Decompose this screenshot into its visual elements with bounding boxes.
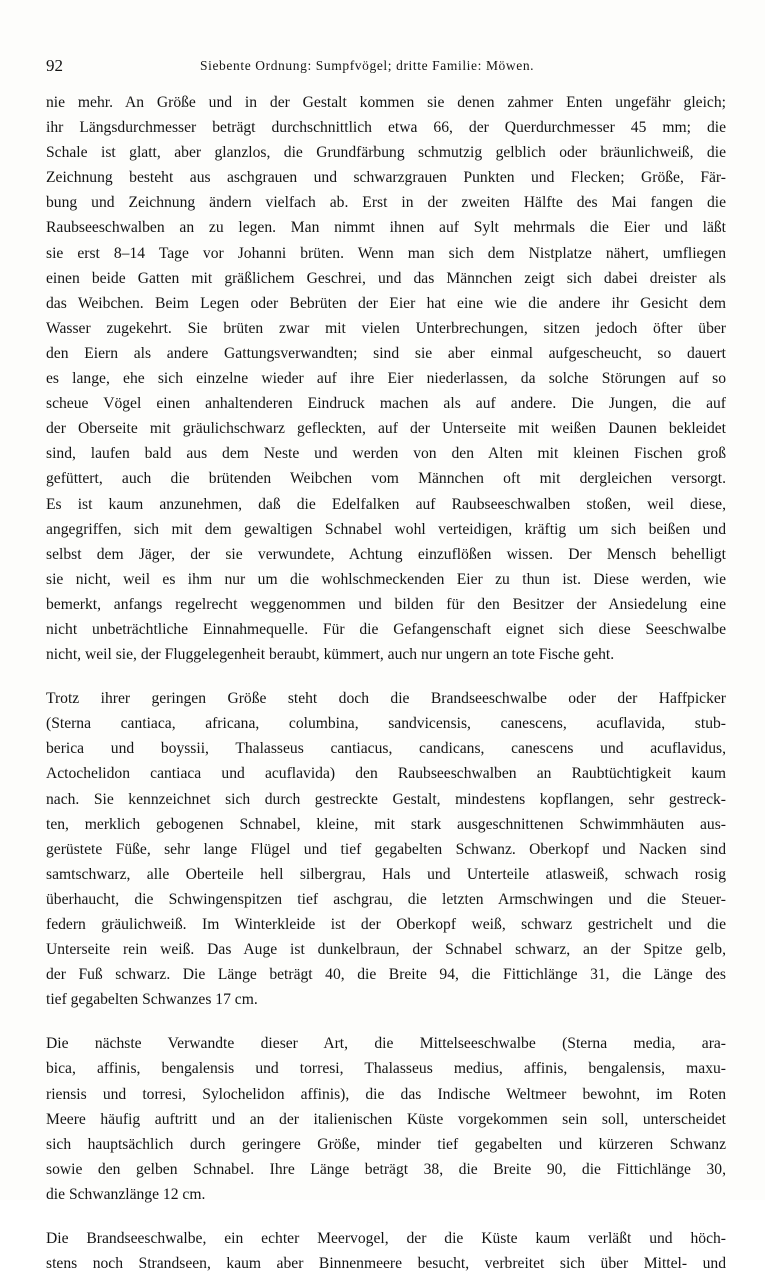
body-text bbox=[46, 90, 726, 1276]
text-line: sich hauptsächlich durch geringere Größe, minder tief gegabelten und kürzeren Schwanz bbox=[46, 1135, 726, 1153]
text-line: Schale ist glatt, aber glanzlos, die Grundfärbung schmutzig gelblich oder bräunlichweiß, die bbox=[46, 144, 726, 162]
text-line: bung und Zeichnung ändern vielfach ab. Erst in der zweiten Hälfte des Mai fangen die bbox=[46, 194, 726, 212]
text-line: die Schwanzlänge 12 cm. bbox=[46, 1185, 206, 1203]
text-line: nicht, weil sie, der Fluggelegenheit beraubt, kümmert, auch nur ungern an tote Fische geht. bbox=[46, 646, 615, 664]
page-number: 92 bbox=[46, 56, 63, 75]
text-line: Unterseite rein weiß. Das Auge ist dunkelbraun, der Schnabel schwarz, an der Spitze gelb, bbox=[46, 941, 726, 959]
text-line: nach. Sie kennzeichnet sich durch gestreckte Gestalt, mindestens kopflangen, sehr gestreck- bbox=[46, 790, 726, 808]
text-line: bica, affinis, bengalensis und torresi, Thalasseus medius, affinis, bengalensis, maxu- bbox=[46, 1060, 726, 1078]
text-line: Zeichnung besteht aus aschgrauen und schwarzgrauen Punkten und Flecken; Größe, Fär- bbox=[46, 169, 726, 187]
text-line: überhaucht, die Schwingenspitzen tief aschgrau, die letzten Armschwingen und die Steuer- bbox=[46, 890, 726, 908]
text-line: Meere häufig auftritt und an der italienischen Küste vorgekommen sein soll, unterscheidet bbox=[46, 1110, 726, 1128]
text-line: ihr Längsdurchmesser beträgt durchschnittlich etwa 66, der Querdurchmesser 45 mm; die bbox=[46, 119, 726, 137]
text-line: samtschwarz, alle Oberteile hell silbergrau, Hals und Unterteile atlasweiß, schwach rosig bbox=[46, 865, 726, 883]
text-line: Raubseeschwalben an zu legen. Man nimmt ihnen auf Sylt mehrmals die Eier und läßt bbox=[46, 219, 726, 237]
text-line: nicht unbeträchtliche Einnahmequelle. Für die Gefangenschaft eignet sich diese Seeschwalbe bbox=[46, 620, 726, 638]
text-line: den Eiern als andere Gattungsverwandten; sind sie aber einmal aufgescheucht, so dauert bbox=[46, 344, 726, 362]
text-line: das Weibchen. Beim Legen oder Bebrüten der Eier hat eine wie die andere ihr Gesicht dem bbox=[46, 294, 726, 312]
text-line: tief gegabelten Schwanzes 17 cm. bbox=[46, 991, 258, 1009]
text-line: stens noch Strandseen, kaum aber Binnenmeere besucht, verbreitet sich über Mittel- und bbox=[46, 1255, 726, 1273]
paragraph bbox=[46, 1031, 726, 1207]
text-line: scheue Vögel einen anhaltenderen Eindruck machen als auf andere. Die Jungen, die auf bbox=[46, 395, 726, 413]
text-line: sowie den gelben Schnabel. Ihre Länge beträgt 38, die Breite 90, die Fittichlänge 30, bbox=[46, 1160, 726, 1178]
text-line: Die nächste Verwandte dieser Art, die Mittelseeschwalbe (Sterna media, ara- bbox=[46, 1035, 726, 1053]
text-line: einen beide Gatten mit gräßlichem Geschrei, und das Männchen zeigt sich dabei dreister als bbox=[46, 269, 726, 287]
text-line: sie nicht, weil es ihm nur um die wohlschmeckenden Eier zu thun ist. Diese werden, wie bbox=[46, 570, 726, 588]
text-line: Trotz ihrer geringen Größe steht doch die Brandseeschwalbe oder der Haffpicker bbox=[46, 690, 726, 708]
text-line: selbst dem Jäger, der sie verwundete, Achtung einzuflößen wissen. Der Mensch behelligt bbox=[46, 545, 726, 563]
text-line: gefüttert, auch die brütenden Weibchen vom Männchen oft mit dergleichen versorgt. bbox=[46, 470, 726, 488]
text-line: federn gräulichweiß. Im Winterkleide ist der Oberkopf weiß, schwarz gestrichelt und die bbox=[46, 916, 726, 933]
paragraph bbox=[46, 90, 726, 667]
text-line: (Sterna cantiaca, africana, columbina, sandvicensis, canescens, acuflavida, stub- bbox=[46, 715, 726, 733]
paragraph bbox=[46, 1226, 726, 1276]
text-line: der Fuß schwarz. Die Länge beträgt 40, die Breite 94, die Fittichlänge 31, die Länge des bbox=[46, 966, 726, 984]
text-line: ten, merklich gebogenen Schnabel, kleine, mit stark ausgeschnittenen Schwimmhäuten aus- bbox=[46, 815, 726, 833]
text-line: Es ist kaum anzunehmen, daß die Edelfalken auf Raubseeschwalben stoßen, weil diese, bbox=[46, 495, 726, 513]
text-line: gerüstete Füße, sehr lange Flügel und tief gegabelten Schwanz. Oberkopf und Nacken sind bbox=[46, 840, 726, 858]
text-line: angegriffen, sich mit dem gewaltigen Schnabel wohl verteidigen, kräftig um sich beißen und bbox=[46, 520, 726, 538]
running-head: Siebente Ordnung: Sumpfvögel; dritte Familie: Möwen. bbox=[200, 58, 535, 73]
text-line: berica und boyssii, Thalasseus cantiacus, candicans, canescens und acuflavidus, bbox=[46, 740, 726, 758]
text-line: sie erst 8–14 Tage vor Johanni brüten. Wenn man sich dem Nistplatze nähert, umfliegen bbox=[46, 244, 726, 262]
paragraph bbox=[46, 686, 726, 1012]
text-line: der Oberseite mit gräulichschwarz gefleckten, auf der Unterseite mit weißen Daunen bekleidet bbox=[46, 420, 726, 438]
text-line: bemerkt, anfangs regelrecht weggenommen und bilden für den Besitzer der Ansiedelung eine bbox=[46, 595, 726, 613]
text-line: nie mehr. An Größe und in der Gestalt kommen sie denen zahmer Enten ungefähr gleich; bbox=[46, 94, 726, 111]
text-line: es lange, ehe sich einzelne wieder auf ihre Eier niederlassen, da solche Störungen auf so bbox=[46, 370, 726, 388]
text-line: sind, laufen bald aus dem Neste und werden von den Alten mit kleinen Fischen groß bbox=[46, 445, 726, 463]
text-line: Actochelidon cantiaca und acuflavida) den Raubseeschwalben an Raubtüchtigkeit kaum bbox=[46, 765, 726, 783]
page-header bbox=[46, 56, 726, 80]
text-line: Die Brandseeschwalbe, ein echter Meervogel, der die Küste kaum verläßt und höch- bbox=[46, 1230, 726, 1248]
text-line: riensis und torresi, Sylochelidon affinis), die das Indische Weltmeer bewohnt, im Roten bbox=[46, 1085, 726, 1103]
text-line: Wasser zugekehrt. Sie brüten zwar mit vielen Unterbrechungen, sitzen jedoch öfter über bbox=[46, 319, 726, 337]
